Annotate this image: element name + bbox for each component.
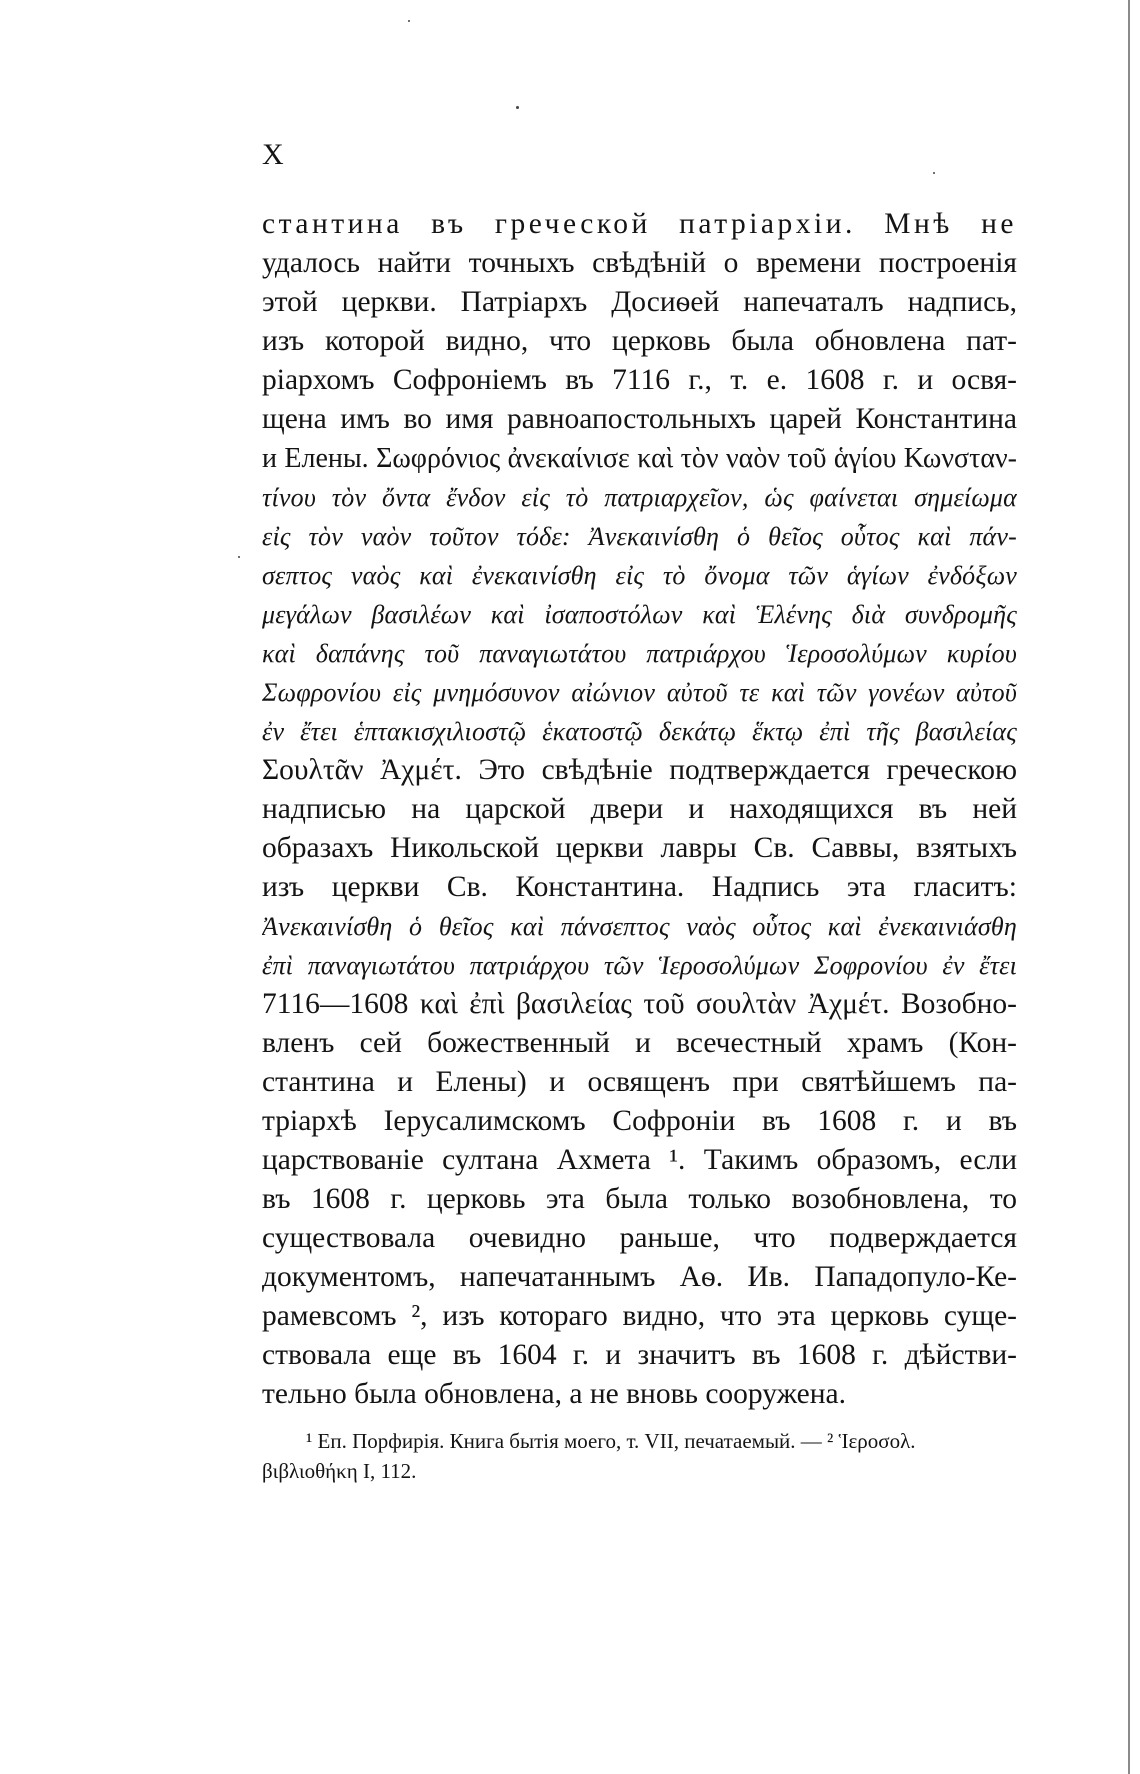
- greek-text-line: Σωφρονίου εἰς μνημόσυνον αἰώνιον αὐτοῦ τε καὶ τῶν γονέων αὐτοῦ: [262, 678, 1017, 707]
- greek-text-line: ἐν ἔτει ἑπτακισχιλιοστῷ ἑκατοστῷ δεκάτῳ ἕκτῳ ἐπὶ τῆς βασιλείας: [262, 717, 1017, 746]
- footnote-line: ¹ Еп. Порфирія. Книга бытія моего, т. VII, печатаемый. — ² Ἱεροσολ.: [306, 1429, 916, 1453]
- body-text: [262, 205, 1017, 1414]
- greek-text-line: ἐπὶ παναγιωτάτου πατριάρχου τῶν Ἱεροσολύμων Σοφρονίου ἐν ἔτει: [262, 951, 1017, 980]
- text-line: существовала очевидно раньше, что подверждается: [262, 1222, 1017, 1254]
- text-line: царствованіе султана Ахмета ¹. Такимъ образомъ, если: [262, 1144, 1017, 1176]
- greek-text-line: τίνου τὸν ὄντα ἔνδον εἰς τὸ πατριαρχεῖον, ὡς φαίνεται σημείωμα: [262, 483, 1017, 512]
- page-edge: [1128, 0, 1130, 1774]
- text-line: рамевсомъ ², изъ котораго видно, что эта церковь суще-: [262, 1300, 1017, 1332]
- text-line: ствовала еще въ 1604 г. и значитъ въ 1608 г. дѣйстви-: [262, 1339, 1017, 1371]
- text-line: ріархомъ Софроніемъ въ 7116 г., т. е. 1608 г. и освя-: [262, 364, 1017, 396]
- speck-mark: [238, 556, 240, 558]
- text-line: 7116—1608 καὶ ἐπὶ βασιλείας τοῦ σουλτὰν Ἀχμέτ. Возобно-: [262, 988, 1017, 1020]
- speck-mark: [933, 172, 935, 174]
- text-line: вленъ сей божественный и всечестный храмъ (Кон-: [262, 1027, 1017, 1059]
- greek-text-line: Ἀνεκαινίσθη ὁ θεῖος καὶ πάνσεπτος ναὸς οὗτος καὶ ἐνεκαινιάσθη: [262, 912, 1017, 941]
- text-line: надписью на царской двери и находящихся въ ней: [262, 793, 1017, 825]
- text-line: изъ церкви Св. Константина. Надпись эта гласитъ:: [262, 871, 1017, 903]
- greek-text-line: μεγάλων βασιλέων καὶ ἰσαποστόλων καὶ Ἑλένης διὰ συνδρομῆς: [262, 600, 1017, 629]
- text-line: въ 1608 г. церковь эта была только возобновлена, то: [262, 1183, 1017, 1215]
- greek-text-line: εἰς τὸν ναὸν τοῦτον τόδε: Ἀνεκαινίσθη ὁ θεῖος οὗτος καὶ πάν-: [262, 522, 1017, 551]
- text-line: Σουλτᾶν Ἀχμέτ. Это свѣдѣніе подтверждается греческою: [262, 754, 1017, 786]
- text-line: тельно была обновлена, а не вновь сооружена.: [262, 1378, 846, 1410]
- text-line: тріархѣ Іерусалимскомъ Софроніи въ 1608 г. и въ: [262, 1105, 1017, 1137]
- text-line: стантина въ греческой патріархіи. Мнѣ не: [262, 208, 1017, 240]
- text-line: щена имъ во имя равноапостольныхъ царей Константина: [262, 403, 1017, 435]
- greek-text-line: καὶ δαπάνης τοῦ παναγιωτάτου πατριάρχου Ἱεροσολύμων κυρίου: [262, 639, 1017, 668]
- greek-text-line: σεπτος ναὸς καὶ ἐνεκαινίσθη εἰς τὸ ὄνομα τῶν ἁγίων ἐνδόξων: [262, 561, 1017, 590]
- text-line: этой церкви. Патріархъ Досиѳей напечаталъ надпись,: [262, 286, 1017, 318]
- text-line: документомъ, напечатаннымъ Аѳ. Ив. Пападопуло-Ке-: [262, 1261, 1017, 1293]
- text-line: образахъ Никольской церкви лавры Св. Саввы, взятыхъ: [262, 832, 1017, 864]
- speck-mark: [516, 106, 519, 109]
- text-line: удалось найти точныхъ свѣдѣній о времени построенія: [262, 247, 1017, 279]
- text-line: и Елены. Σωφρόνιος ἀνεκαίνισε καὶ τὸν ναὸν τοῦ ἁγίου Κωνσταν-: [262, 443, 1017, 474]
- text-line: изъ которой видно, что церковь была обновлена пат-: [262, 325, 1017, 357]
- text-line: стантина и Елены) и освященъ при святѣйшемъ па-: [262, 1066, 1017, 1098]
- footnote-line: βιβλιοθήκη I, 112.: [262, 1459, 417, 1483]
- footnotes: [262, 1426, 1017, 1486]
- speck-mark: [408, 20, 410, 22]
- page-number: X: [262, 138, 284, 171]
